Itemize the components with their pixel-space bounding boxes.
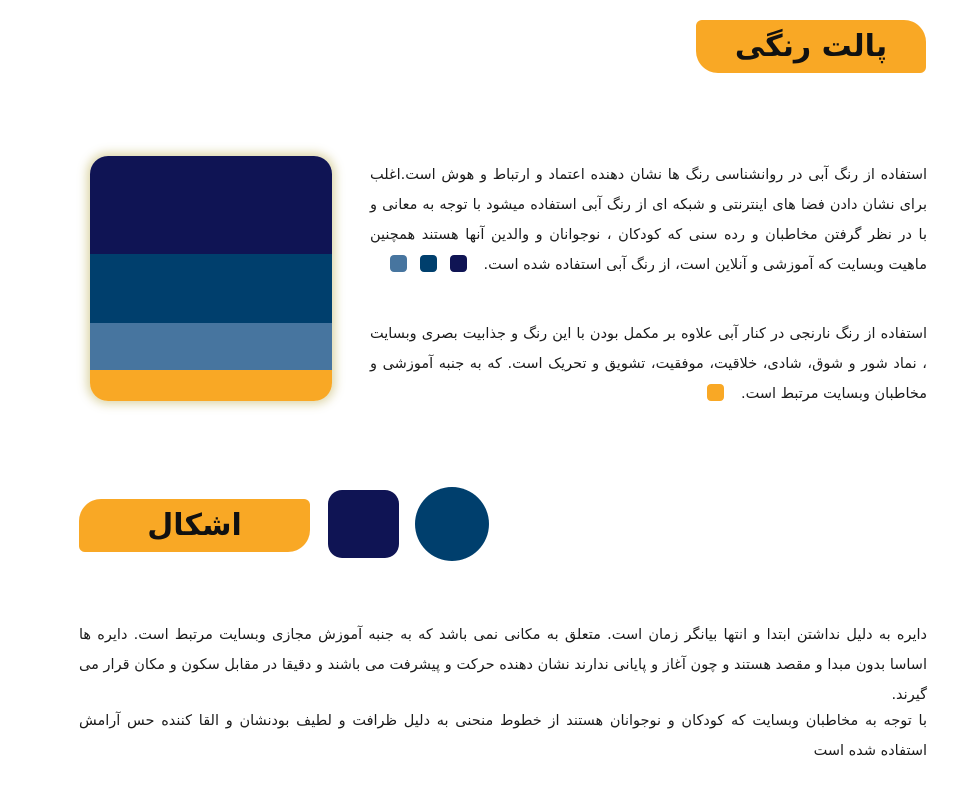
blue-description — [370, 160, 927, 280]
swatch-steel-blue — [90, 323, 332, 370]
palette-section-title — [696, 20, 926, 73]
rounded-lines-description-text: با توجه به مخاطبان وبسایت که کودکان و نوجوانان هستند از خطوط منحنی به دلیل ظرافت و لطیف بودنشان و القا کننده حس آرامش استفاده شده است — [79, 713, 927, 759]
circle-shape — [415, 487, 489, 561]
orange-description — [370, 319, 927, 409]
orange-description-text: استفاده از رنگ نارنجی در کنار آبی علاوه بر مکمل بودن با این رنگ و جذابیت بصری وبسایت ، نماد شور و شوق، شادی، خلاقیت، موفقیت، تشویق و تحریک است. که به جنبه آموزشی و مخاطبان وبسایت مرتبط است. — [370, 326, 927, 402]
swatch-orange — [90, 370, 332, 401]
blue-color-chips — [390, 255, 467, 272]
swatch-teal-blue — [90, 254, 332, 323]
chip-steel-blue — [390, 255, 407, 272]
rounded-square-shape — [328, 490, 399, 558]
circle-description — [79, 620, 927, 710]
chip-teal-blue — [420, 255, 437, 272]
swatch-navy — [90, 156, 332, 254]
blue-description-text: استفاده از رنگ آبی در روانشناسی رنگ ها نشان دهنده اعتماد و ارتباط و هوش است.اغلب برای نشان دادن فضا های اینترنتی و شبکه ای از رنگ آبی استفاده میشود با توجه به معانی و با در نظر گرفتن مخاطبان و رده سنی که کودکان ، نوجوانان و والدین آنها هستند همچنین ماهیت وبسایت که آموزشی و آنلاین است، از رنگ آبی استفاده شده است. — [370, 167, 927, 273]
shapes-section-title — [79, 499, 310, 552]
color-palette-swatch-card — [90, 156, 332, 401]
chip-navy — [450, 255, 467, 272]
circle-description-text: دایره به دلیل نداشتن ابتدا و انتها بیانگر زمان است. متعلق به مکانی نمی باشد که به جنبه آموزش مجازی وبسایت مرتبط است. دایره ها اساسا بدون مبدا و مقصد هستند و چون آغاز و پایانی ندارند نشان دهنده حرکت و پیشرفت می باشند و دقیقا در مقابل سکون و مکان قرار می گیرند. — [79, 627, 927, 703]
chip-orange — [707, 384, 724, 401]
orange-color-chips — [707, 384, 724, 401]
rounded-lines-description — [79, 706, 927, 766]
shapes-title-text: اشکال — [147, 508, 242, 543]
palette-title-text: پالت رنگی — [734, 29, 888, 64]
